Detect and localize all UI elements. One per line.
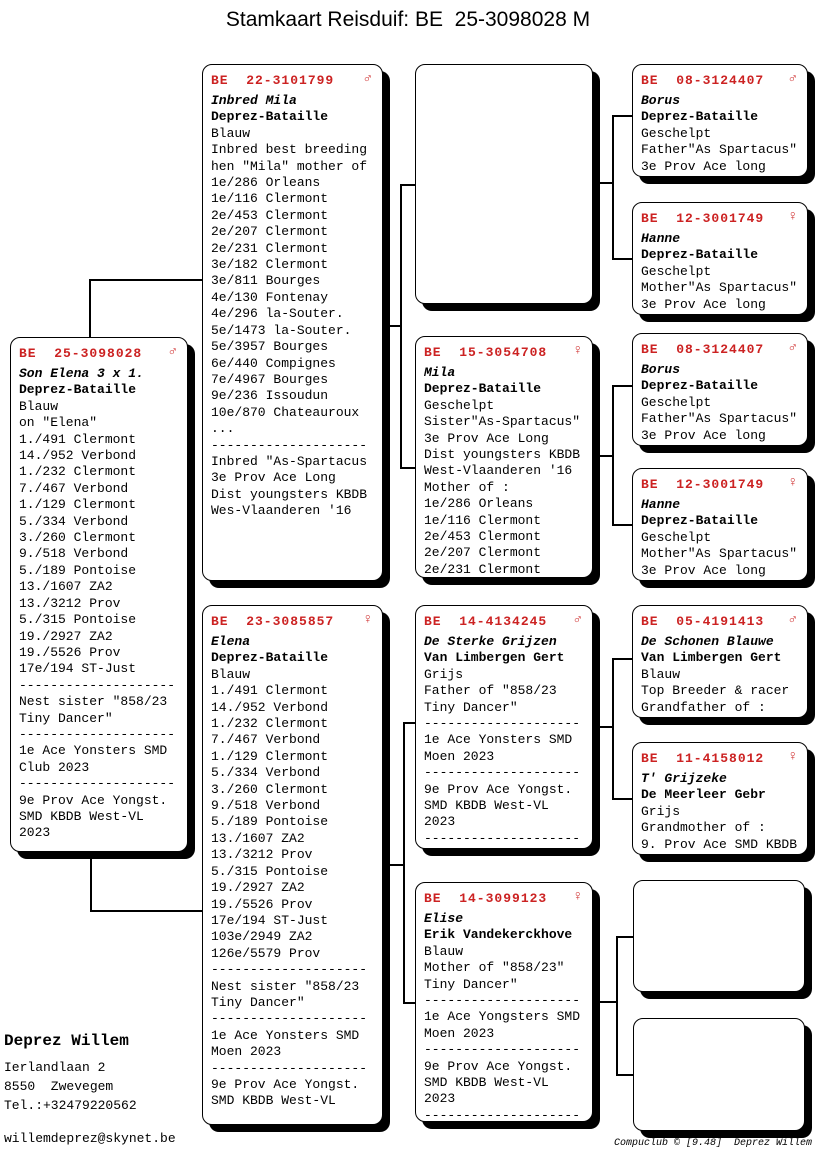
- pedigree-line: 5./189 Pontoise: [19, 562, 137, 578]
- connector-line: [612, 115, 632, 117]
- breeder-name: De Meerleer Gebr: [641, 787, 766, 803]
- connector-line: [612, 658, 614, 798]
- male-symbol-icon: ♂: [788, 340, 797, 356]
- pedigree-line: 3e Prov Ace long: [641, 562, 766, 578]
- pedigree-line: --------------------: [211, 962, 368, 978]
- pedigree-line: Dist youngsters KBDB: [211, 486, 368, 502]
- pedigree-line: Geschelpt: [641, 125, 712, 141]
- connector-line: [612, 385, 614, 524]
- pedigree-line: SMD KBDB West-VL: [424, 1075, 549, 1091]
- pedigree-box-greatgrandparent-6: [632, 742, 808, 855]
- pedigree-line: 3e Prov Ace long: [641, 158, 766, 174]
- pedigree-line: Moen 2023: [424, 748, 495, 764]
- pedigree-box-greatgrandparent-1: [632, 64, 808, 177]
- pedigree-line: --------------------: [424, 1042, 581, 1058]
- owner-name: Deprez Willem: [4, 1032, 129, 1050]
- pedigree-line: Tiny Dancer": [424, 976, 518, 992]
- pedigree-line: 3e Prov Ace Long: [211, 470, 336, 486]
- ring-number: BE 25-3098028: [19, 346, 143, 361]
- pedigree-line: 19./5526 Prov: [19, 644, 121, 660]
- pedigree-line: 9. Prov Ace SMD KBDB: [641, 836, 798, 852]
- pedigree-line: Geschelpt: [641, 394, 712, 410]
- pedigree-line: 1e/116 Clermont: [211, 191, 329, 207]
- pedigree-line: Sister"As-Spartacus": [424, 414, 581, 430]
- box-header: [641, 342, 799, 357]
- pedigree-line: 3e Prov Ace long: [641, 427, 766, 443]
- pedigree-line: 1e Ace Yonsters SMD: [424, 732, 573, 748]
- pedigree-line: Tiny Dancer": [211, 994, 305, 1010]
- pedigree-line: 2023: [424, 814, 456, 830]
- breeder-name: Deprez-Bataille: [211, 650, 329, 666]
- pedigree-box-greatgrandparent-7-empty: [633, 880, 805, 992]
- pedigree-line: 14./952 Verbond: [211, 699, 329, 715]
- pedigree-line: Grandfather of :: [641, 699, 766, 715]
- pedigree-line: 13./1607 ZA2: [19, 579, 113, 595]
- pedigree-line: Nest sister "858/23: [19, 694, 168, 710]
- male-symbol-icon: ♂: [363, 71, 372, 87]
- pedigree-line: 1./491 Clermont: [211, 683, 329, 699]
- pedigree-line: on "Elena": [19, 415, 98, 431]
- pedigree-line: 5./189 Pontoise: [211, 814, 329, 830]
- pedigree-line: 2023: [19, 825, 51, 841]
- pedigree-line: 2e/231 Clermont: [211, 240, 329, 256]
- pedigree-line: West-Vlaanderen '16: [424, 463, 573, 479]
- pigeon-name: Hanne: [641, 497, 681, 512]
- female-symbol-icon: ♀: [788, 749, 797, 765]
- connector-line: [89, 279, 91, 337]
- pedigree-box-grandmother-paternal: [415, 336, 593, 578]
- ring-number: BE 11-4158012: [641, 751, 765, 766]
- pedigree-line: Moen 2023: [424, 1025, 495, 1041]
- pedigree-line: Nest sister "858/23: [211, 978, 360, 994]
- connector-line: [616, 936, 633, 938]
- pedigree-line: 103e/2949 ZA2: [211, 929, 313, 945]
- pedigree-box-greatgrandparent-5: [632, 605, 808, 718]
- breeder-name: Deprez-Bataille: [424, 381, 542, 397]
- pedigree-line: 1./129 Clermont: [19, 497, 137, 513]
- pedigree-line: Mother of "858/23": [424, 960, 565, 976]
- male-symbol-icon: ♂: [168, 344, 177, 360]
- female-symbol-icon: ♀: [363, 612, 372, 628]
- pedigree-line: 19./2927 ZA2: [19, 628, 113, 644]
- pedigree-line: 5./334 Verbond: [19, 513, 129, 529]
- pedigree-line: 3e Prov Ace Long: [424, 430, 549, 446]
- connector-line: [400, 467, 415, 469]
- connector-line: [89, 279, 202, 281]
- pedigree-line: --------------------: [19, 677, 176, 693]
- pigeon-name: Borus: [641, 362, 681, 377]
- pedigree-line: 9e Prov Ace Yongst.: [424, 1058, 573, 1074]
- connector-line: [612, 658, 632, 660]
- pedigree-line: --------------------: [424, 993, 581, 1009]
- pedigree-line: 19./5526 Prov: [211, 896, 313, 912]
- pedigree-line: --------------------: [211, 437, 368, 453]
- pedigree-box-grandfather-paternal: [415, 64, 593, 304]
- pigeon-name: Elise: [424, 911, 464, 926]
- pedigree-box-greatgrandparent-2: [632, 202, 808, 315]
- pedigree-line: Mother"As Spartacus": [641, 546, 798, 562]
- breeder-name: Deprez-Bataille: [211, 109, 329, 125]
- pedigree-line: Blauw: [211, 125, 251, 141]
- box-header: [641, 477, 799, 492]
- pigeon-name: Hanne: [641, 231, 681, 246]
- connector-line: [90, 910, 202, 912]
- connector-line: [612, 385, 632, 387]
- pedigree-line: ...: [211, 421, 235, 437]
- pigeon-name: Borus: [641, 93, 681, 108]
- pedigree-line: 4e/130 Fontenay: [211, 289, 329, 305]
- pedigree-line: --------------------: [424, 716, 581, 732]
- connector-line: [383, 325, 400, 327]
- box-header: [211, 614, 374, 629]
- connector-line: [400, 184, 415, 186]
- ring-number: BE 14-3099123: [424, 891, 548, 906]
- connector-line: [612, 524, 632, 526]
- pedigree-line: 1e/286 Orleans: [211, 175, 321, 191]
- connector-line: [90, 852, 92, 910]
- pedigree-line: Geschelpt: [641, 263, 712, 279]
- owner-address-line1: Ierlandlaan 2: [4, 1060, 106, 1075]
- ring-number: BE 15-3054708: [424, 345, 548, 360]
- box-header: [641, 73, 799, 88]
- connector-line: [400, 184, 402, 467]
- pedigree-line: 5./315 Pontoise: [19, 612, 137, 628]
- box-header: [424, 891, 584, 906]
- pedigree-line: 4e/296 la-Souter.: [211, 306, 344, 322]
- breeder-name: Deprez-Bataille: [641, 109, 759, 125]
- pedigree-line: 2e/231 Clermont: [424, 561, 542, 577]
- pedigree-line: Tiny Dancer": [19, 710, 113, 726]
- connector-line: [612, 115, 614, 258]
- pedigree-line: 9e Prov Ace Yongst.: [424, 781, 573, 797]
- breeder-name: Van Limbergen Gert: [424, 650, 565, 666]
- box-header: [424, 345, 584, 360]
- pedigree-line: 14./952 Verbond: [19, 448, 137, 464]
- pedigree-line: Geschelpt: [641, 529, 712, 545]
- connector-line: [403, 1002, 415, 1004]
- box-header: [211, 73, 374, 88]
- female-symbol-icon: ♀: [573, 889, 582, 905]
- ring-number: BE 22-3101799: [211, 73, 335, 88]
- pedigree-line: 2e/453 Clermont: [424, 529, 542, 545]
- pedigree-line: hen "Mila" mother of: [211, 158, 368, 174]
- pigeon-name: De Sterke Grijzen: [424, 634, 557, 649]
- pedigree-line: --------------------: [211, 1011, 368, 1027]
- pedigree-line: Tiny Dancer": [424, 699, 518, 715]
- pedigree-line: Father of "858/23: [424, 683, 557, 699]
- pedigree-box-greatgrandparent-3: [632, 333, 808, 446]
- box-header: [641, 751, 799, 766]
- male-symbol-icon: ♂: [788, 612, 797, 628]
- pedigree-line: 3e/182 Clermont: [211, 257, 329, 273]
- pedigree-line: 2e/207 Clermont: [211, 224, 329, 240]
- pedigree-line: 17e/194 ST-Just: [211, 912, 329, 928]
- connector-line: [403, 722, 405, 1002]
- pedigree-line: Mother of :: [424, 479, 510, 495]
- pedigree-line: 3e/811 Bourges: [211, 273, 321, 289]
- page-title: Stamkaart Reisduif: BE 25-3098028 M: [225, 8, 591, 31]
- pedigree-line: Blauw: [641, 666, 681, 682]
- pedigree-line: Club 2023: [19, 759, 90, 775]
- pedigree-line: Blauw: [19, 398, 59, 414]
- female-symbol-icon: ♀: [573, 343, 582, 359]
- pigeon-name: Son Elena 3 x 1.: [19, 366, 144, 381]
- pedigree-line: SMD KBDB West-VL: [424, 798, 549, 814]
- pedigree-line: 9./518 Verbond: [19, 546, 129, 562]
- pedigree-line: --------------------: [19, 726, 176, 742]
- pedigree-line: Mother"As Spartacus": [641, 280, 798, 296]
- pedigree-line: 3./260 Clermont: [211, 781, 329, 797]
- connector-line: [593, 455, 612, 457]
- pedigree-box-subject: [10, 337, 188, 852]
- pedigree-line: 9./518 Verbond: [211, 798, 321, 814]
- pedigree-line: Inbred best breeding: [211, 142, 368, 158]
- pedigree-box-grandfather-maternal: [415, 605, 593, 849]
- ring-number: BE 12-3001749: [641, 477, 765, 492]
- pedigree-line: 1e Ace Yonsters SMD: [211, 1027, 360, 1043]
- pedigree-line: SMD KBDB West-VL: [19, 808, 144, 824]
- male-symbol-icon: ♂: [573, 612, 582, 628]
- breeder-name: Deprez-Bataille: [641, 378, 759, 394]
- pedigree-line: Grijs: [641, 803, 681, 819]
- pedigree-line: 17e/194 ST-Just: [19, 661, 137, 677]
- pedigree-line: SMD KBDB West-VL: [211, 1093, 336, 1109]
- pedigree-line: 13./1607 ZA2: [211, 830, 305, 846]
- pedigree-line: Inbred "As-Spartacus: [211, 453, 368, 469]
- pedigree-line: Moen 2023: [211, 1044, 282, 1060]
- pedigree-line: --------------------: [19, 776, 176, 792]
- box-header: [641, 614, 799, 629]
- pedigree-box-grandmother-maternal: [415, 882, 593, 1122]
- pedigree-line: 3e Prov Ace long: [641, 296, 766, 312]
- ring-number: BE 23-3085857: [211, 614, 335, 629]
- box-header: [424, 614, 584, 629]
- connector-line: [616, 936, 618, 1074]
- pedigree-line: --------------------: [424, 1107, 581, 1122]
- owner-email: willemdeprez@skynet.be: [4, 1131, 176, 1146]
- pedigree-line: Top Breeder & racer: [641, 683, 790, 699]
- pedigree-line: --------------------: [211, 1060, 368, 1076]
- pedigree-line: 1./232 Clermont: [19, 464, 137, 480]
- pedigree-box-greatgrandparent-8-empty: [633, 1018, 805, 1131]
- connector-line: [593, 726, 612, 728]
- connector-line: [612, 798, 632, 800]
- pedigree-line: 1./232 Clermont: [211, 716, 329, 732]
- ring-number: BE 12-3001749: [641, 211, 765, 226]
- pedigree-line: 2e/453 Clermont: [211, 207, 329, 223]
- pedigree-line: 5e/1473 la-Souter.: [211, 322, 352, 338]
- pedigree-line: 1./129 Clermont: [211, 748, 329, 764]
- pedigree-line: Blauw: [211, 666, 251, 682]
- owner-block: [4, 1032, 176, 1146]
- pedigree-line: --------------------: [424, 830, 581, 846]
- pedigree-line: Dist youngsters KBDB: [424, 447, 581, 463]
- pedigree-line: 1e/116 Clermont: [424, 512, 542, 528]
- pigeon-name: Inbred Mila: [211, 93, 297, 108]
- pedigree-line: 6e/440 Compignes: [211, 355, 336, 371]
- pedigree-line: Father"As Spartacus": [641, 142, 798, 158]
- pedigree-line: 9e Prov Ace Yongst.: [211, 1076, 360, 1092]
- pedigree-line: 126e/5579 Prov: [211, 945, 321, 961]
- owner-address-line2: 8550 Zwevegem: [4, 1079, 114, 1094]
- pigeon-name: T' Grijzeke: [641, 771, 727, 786]
- ring-number: BE 08-3124407: [641, 342, 765, 357]
- pedigree-line: 9e/236 Issoudun: [211, 388, 329, 404]
- pedigree-box-greatgrandparent-4: [632, 468, 808, 581]
- pedigree-line: 13./3212 Prov: [19, 595, 121, 611]
- male-symbol-icon: ♂: [788, 71, 797, 87]
- female-symbol-icon: ♀: [788, 209, 797, 225]
- pigeon-name: De Schonen Blauwe: [641, 634, 774, 649]
- pedigree-line: 2023: [424, 1091, 456, 1107]
- pedigree-line: 13./3212 Prov: [211, 847, 313, 863]
- pedigree-line: Geschelpt: [424, 397, 495, 413]
- connector-line: [593, 182, 612, 184]
- connector-line: [593, 1001, 616, 1003]
- box-header: [641, 211, 799, 226]
- breeder-name: Deprez-Bataille: [641, 513, 759, 529]
- pedigree-line: 2e/207 Clermont: [424, 545, 542, 561]
- pigeon-name: Elena: [211, 634, 251, 649]
- pedigree-line: --------------------: [424, 765, 581, 781]
- software-credit: Compuclub © [9.48] Deprez Willem: [613, 1138, 812, 1149]
- pedigree-box-mother: [202, 605, 383, 1125]
- pedigree-line: 5./315 Pontoise: [211, 863, 329, 879]
- pedigree-line: Father"As Spartacus": [641, 411, 798, 427]
- connector-line: [612, 258, 632, 260]
- pedigree-line: 7./467 Verbond: [19, 480, 129, 496]
- pedigree-line: 19./2927 ZA2: [211, 880, 305, 896]
- pedigree-line: 5e/3957 Bourges: [211, 339, 329, 355]
- pedigree-line: 9e Prov Ace Yongst.: [19, 792, 168, 808]
- ring-number: BE 14-4134245: [424, 614, 548, 629]
- pigeon-name: Mila: [424, 365, 456, 380]
- pedigree-box-father: [202, 64, 383, 581]
- pedigree-line: 10e/870 Chateauroux: [211, 404, 360, 420]
- connector-line: [383, 864, 403, 866]
- female-symbol-icon: ♀: [788, 475, 797, 491]
- pedigree-line: 7./467 Verbond: [211, 732, 321, 748]
- connector-line: [403, 722, 415, 724]
- pedigree-line: 7e/4967 Bourges: [211, 371, 329, 387]
- pedigree-line: Grandmother of :: [641, 820, 766, 836]
- breeder-name: Deprez-Bataille: [641, 247, 759, 263]
- breeder-name: Deprez-Bataille: [19, 382, 137, 398]
- owner-phone: Tel.:+32479220562: [4, 1098, 137, 1113]
- connector-line: [616, 1074, 633, 1076]
- pedigree-line: 1e Ace Yonsters SMD: [19, 743, 168, 759]
- pedigree-line: Grijs: [424, 666, 464, 682]
- pedigree-line: 5./334 Verbond: [211, 765, 321, 781]
- ring-number: BE 05-4191413: [641, 614, 765, 629]
- breeder-name: Erik Vandekerckhove: [424, 927, 573, 943]
- pedigree-line: Blauw: [424, 943, 464, 959]
- box-header: [19, 346, 179, 361]
- pedigree-line: 3./260 Clermont: [19, 530, 137, 546]
- pedigree-line: 1e/286 Orleans: [424, 496, 534, 512]
- breeder-name: Van Limbergen Gert: [641, 650, 782, 666]
- pedigree-line: 1./491 Clermont: [19, 431, 137, 447]
- pedigree-line: 1e Ace Yongsters SMD: [424, 1009, 581, 1025]
- pedigree-line: Wes-Vlaanderen '16: [211, 503, 352, 519]
- ring-number: BE 08-3124407: [641, 73, 765, 88]
